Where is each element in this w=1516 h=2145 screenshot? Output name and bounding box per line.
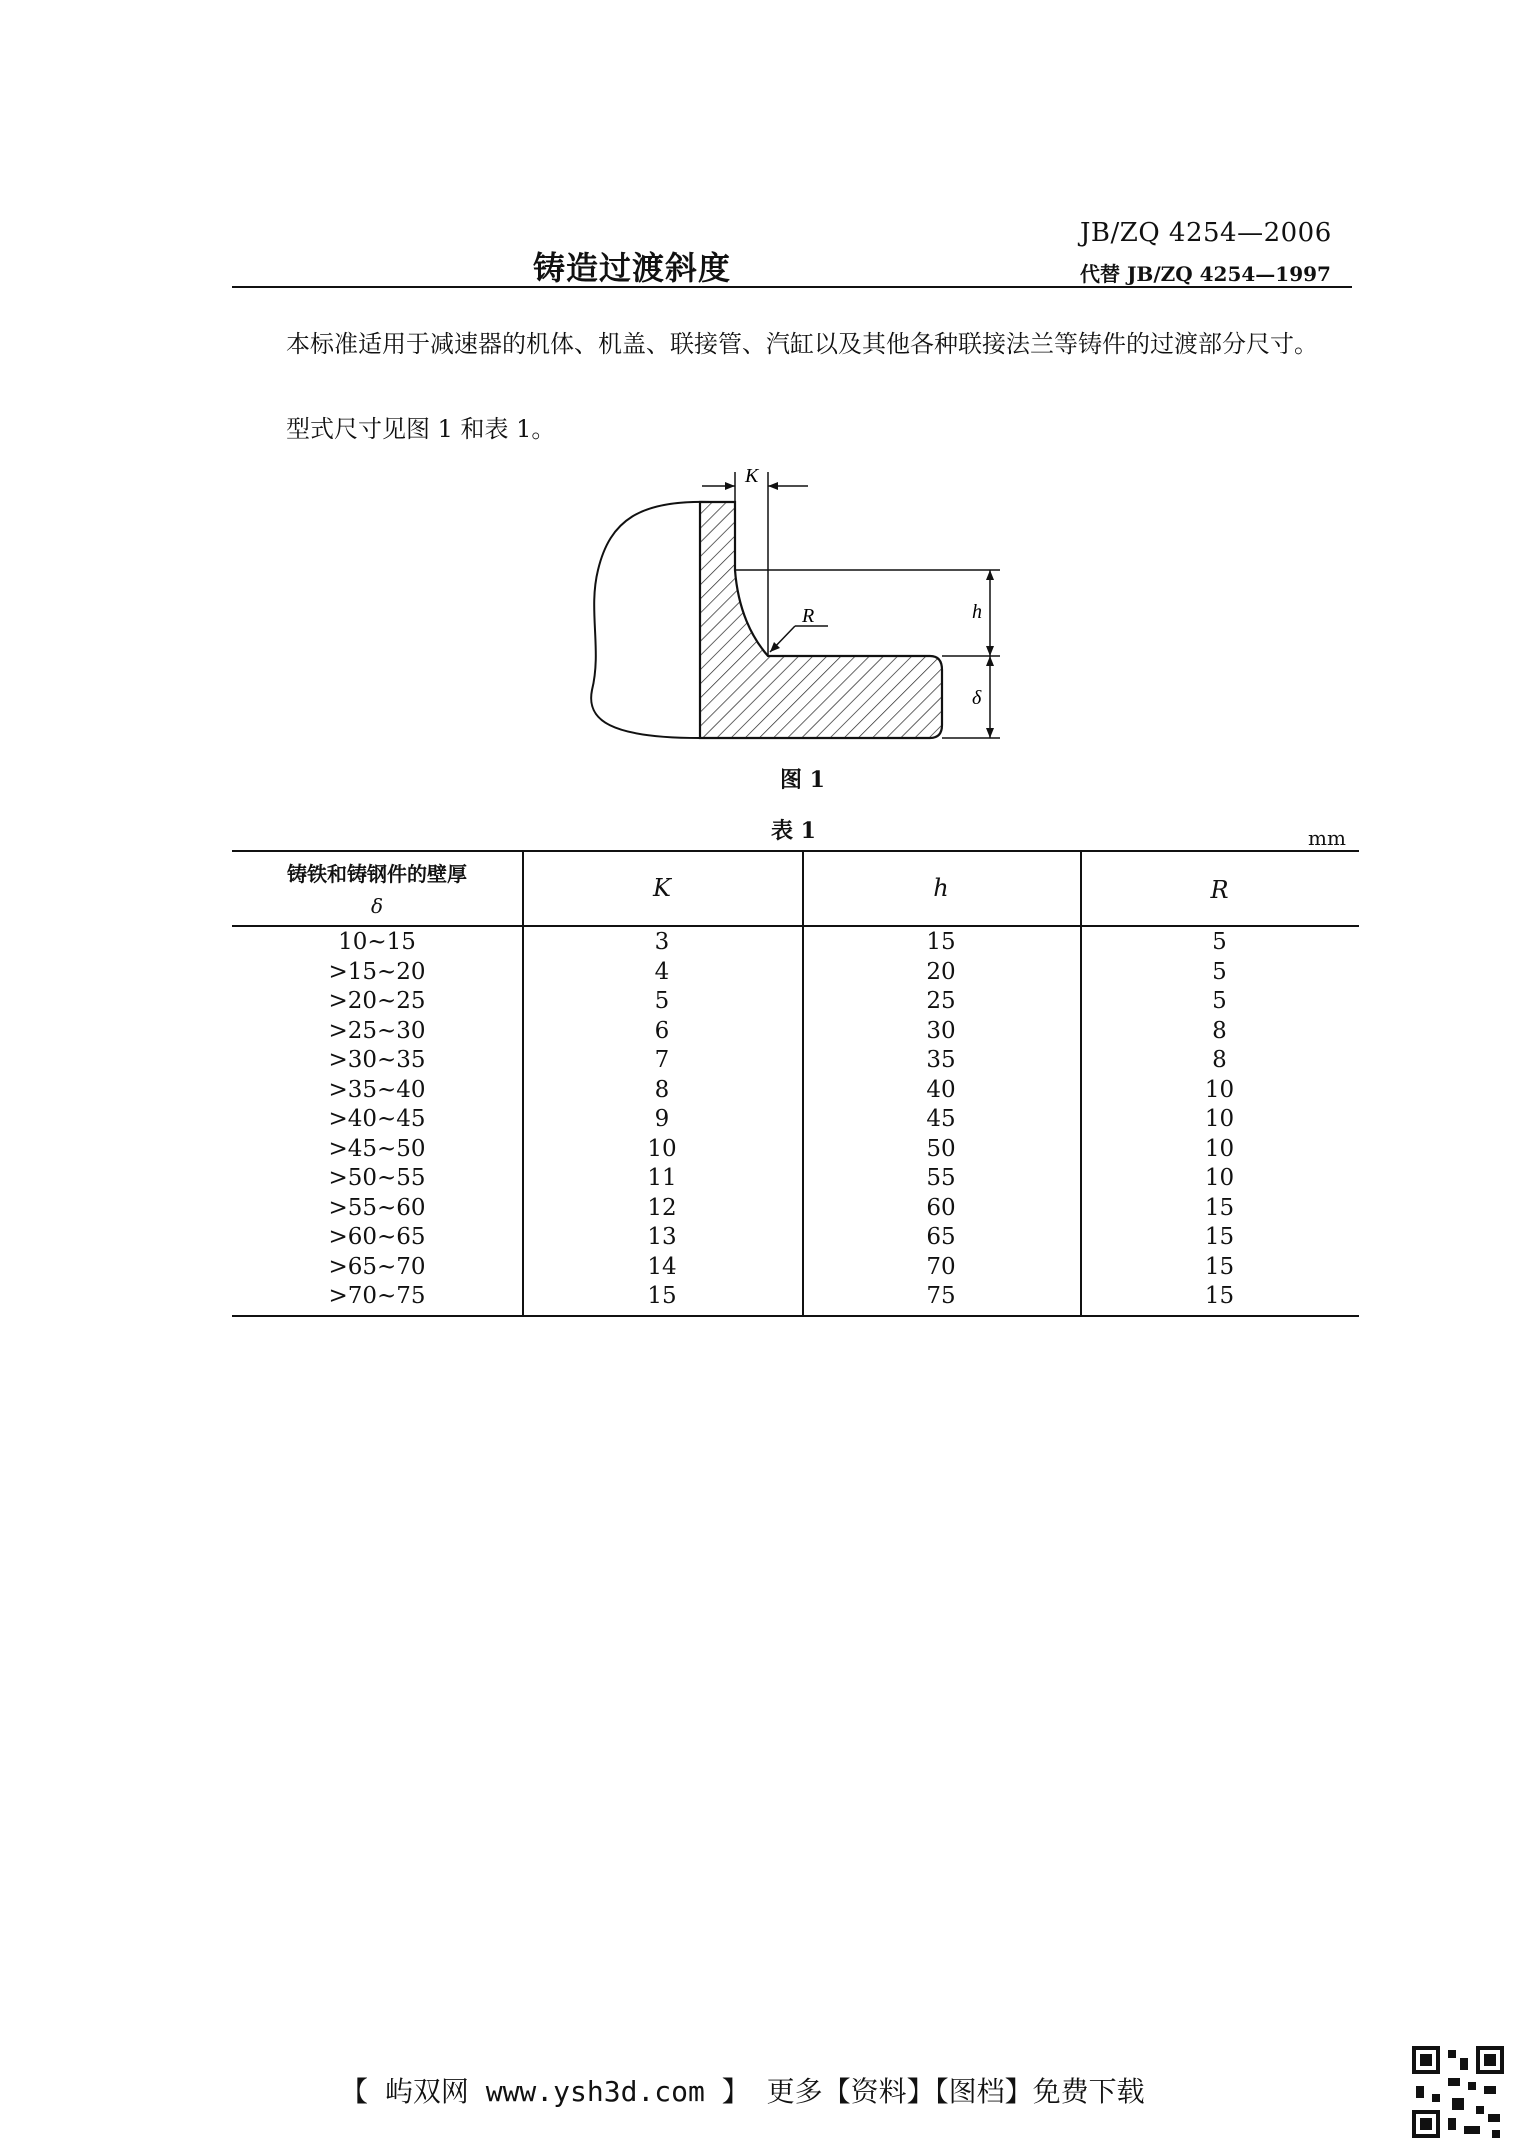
table-cell: 3 [654, 929, 670, 955]
table-row [232, 927, 1359, 957]
table-cell: >15~20 [328, 958, 426, 985]
table-cell: 50 [926, 1135, 956, 1162]
k-label: K [745, 465, 759, 487]
transition-diagram [570, 460, 1030, 760]
table-row [232, 1104, 1359, 1134]
table-cell: 10 [1204, 1165, 1235, 1191]
delta-label: δ [972, 687, 982, 709]
table-cell: 55 [926, 1165, 956, 1191]
table-cell: 13 [647, 1224, 677, 1250]
table-row [232, 1045, 1359, 1075]
table-cell: 65 [926, 1224, 956, 1250]
table-row [232, 1252, 1359, 1282]
table-cell: >20~25 [328, 988, 426, 1014]
table-cell: 7 [654, 1047, 670, 1073]
table-cell: >45~50 [328, 1135, 426, 1162]
break-line [591, 502, 710, 738]
table-cell: >70~75 [328, 1283, 426, 1309]
table-cell: 75 [926, 1283, 956, 1309]
table-row [232, 1193, 1359, 1223]
table-cell: 8 [1212, 1047, 1227, 1073]
scope-paragraph: 本标准适用于减速器的机体、机盖、联接管、汽缸以及其他各种联接法兰等铸件的过渡部分尺寸。 [286, 330, 1318, 358]
standard-number: JB/ZQ 4254—2006 [1080, 218, 1332, 248]
header-wall-thickness: 铸铁和铸钢件的壁厚 [287, 862, 467, 886]
page-title: 铸造过渡斜度 [533, 249, 732, 287]
table-cell: 35 [926, 1047, 956, 1073]
table-cell: 70 [926, 1253, 956, 1280]
table-cell: 14 [647, 1253, 677, 1280]
table-cell: 5 [654, 988, 670, 1014]
table-cell: >55~60 [328, 1194, 426, 1221]
table-cell: 11 [647, 1165, 677, 1191]
replaces-standard: 代替 JB/ZQ 4254—1997 [1080, 262, 1331, 286]
table-row [232, 986, 1359, 1016]
table-cell: 10~15 [338, 929, 416, 955]
table-cell: 15 [1204, 1253, 1235, 1280]
reference-paragraph: 型式尺寸见图 1 和表 1。 [286, 415, 556, 443]
table-row [232, 1016, 1359, 1046]
table-cell: 5 [1212, 958, 1227, 985]
table-cell: 60 [926, 1194, 956, 1221]
table-row [232, 1134, 1359, 1164]
table-cell: 8 [1212, 1017, 1227, 1044]
table-cell: >60~65 [328, 1224, 426, 1250]
table-cell: 45 [926, 1106, 956, 1132]
r-label: R [802, 605, 815, 627]
header-divider [232, 286, 1352, 288]
qr-code-icon [1408, 2042, 1508, 2142]
table-row [232, 1222, 1359, 1252]
table-cell: 4 [654, 958, 670, 985]
table-cell: >65~70 [328, 1253, 426, 1280]
table-cell: 5 [1212, 988, 1227, 1014]
table-cell: >50~55 [328, 1165, 426, 1191]
table-cell: 10 [1204, 1076, 1235, 1103]
table-cell: 5 [1212, 929, 1227, 955]
table-cell: 15 [1204, 1194, 1235, 1221]
table-cell: 40 [926, 1076, 956, 1103]
table-cell: >25~30 [328, 1017, 426, 1044]
table-cell: 20 [926, 958, 956, 985]
h-label: h [972, 601, 982, 623]
table-cell: 15 [926, 929, 956, 955]
table-body [232, 923, 1359, 1317]
table-caption: 表 1 [771, 818, 816, 844]
table-cell: 10 [647, 1135, 677, 1162]
table-cell: 30 [926, 1017, 956, 1044]
table-cell: 15 [1204, 1283, 1235, 1309]
table-row [232, 957, 1359, 987]
table-cell: 9 [654, 1106, 670, 1132]
header-delta-symbol: δ [370, 894, 384, 918]
table-cell: >30~35 [328, 1047, 426, 1073]
table-cell: >35~40 [328, 1076, 426, 1103]
table-cell: 15 [647, 1283, 677, 1309]
table-cell: 10 [1204, 1106, 1235, 1132]
footer-banner: 【 屿双网 www.ysh3d.com 】 更多【资料】【图档】免费下载 [340, 2075, 1145, 2108]
table-header [232, 850, 1359, 927]
table-cell: 8 [654, 1076, 670, 1103]
header-h: h [933, 874, 949, 902]
table-unit: mm [1308, 826, 1346, 850]
table-row [232, 1075, 1359, 1105]
table-row [232, 1281, 1359, 1311]
table-cell: 12 [647, 1194, 677, 1221]
table-row [232, 1163, 1359, 1193]
table-cell: 6 [654, 1017, 670, 1044]
table-cell: 25 [926, 988, 956, 1014]
header-k: K [653, 874, 671, 902]
table-cell: >40~45 [328, 1106, 426, 1132]
casting-section [700, 502, 942, 738]
table-cell: 10 [1204, 1135, 1235, 1162]
figure-caption: 图 1 [780, 767, 825, 793]
table-cell: 15 [1204, 1224, 1235, 1250]
header-r: R [1210, 876, 1229, 904]
